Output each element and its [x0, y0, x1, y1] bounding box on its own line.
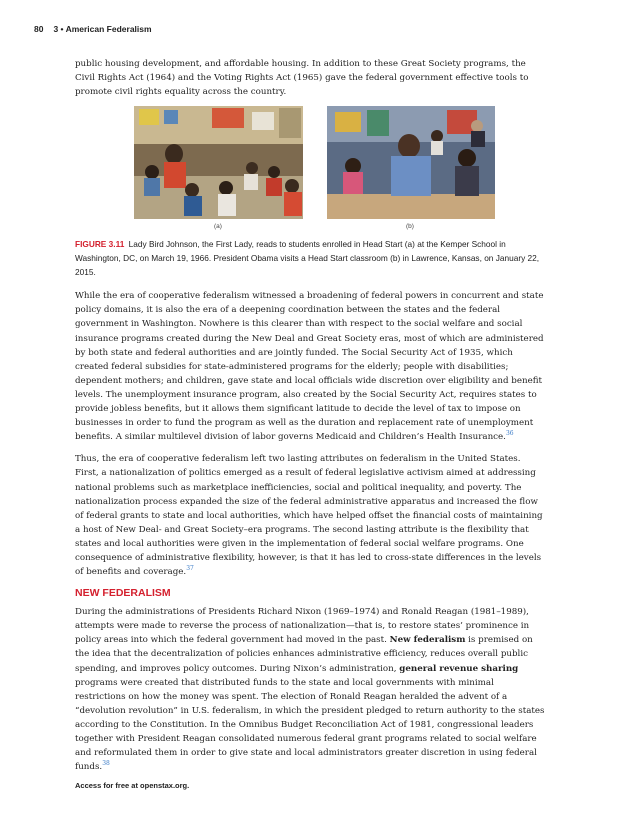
figure-caption-text: Lady Bird Johnson, the First Lady, reads to students enrolled in Head Start (a) at the Kemper School in Washington, DC, on March 19, 1966. President Obama visits a Head Start classroom (b) in Lawrence, Kansas, on January 22, 2015. [75, 239, 540, 278]
key-term-new-federalism: New federalism [389, 635, 466, 646]
paragraph-text: is premised on the idea that the decentralization of policies enhances administrative efficiency, reduces overall public spending, and improves policy outcomes. During Nixon’s administration, [75, 635, 533, 674]
section-heading-new-federalism: NEW FEDERALISM [75, 587, 171, 600]
figure-caption-label: FIGURE 3.11 [75, 239, 125, 250]
paragraph-cooperative-federalism [75, 289, 545, 444]
intro-paragraph: public housing development, and affordable housing. In addition to these Great Society programs, the Civil Rights Act (1964) and the Voting Rights Act (1965) gave the federal government effective tools to promote civil rights equality across the country. [75, 59, 529, 98]
paragraph-text: programs were created that distributed funds to the state and local governments with minimal restrictions on how the money was spent. The election of Ronald Reagan heralded the advent of a “devolution revolution” in U.S. federalism, in which the president pledged to return authority to the states according to the Constitution. In the Omnibus Budget Reconciliation Act of 1981, congressional leaders together with President Reagan consolidated numerous federal grant programs related to social welfare and reformulated them in order to give state and local administrators greater discretion in using federal funds. [75, 677, 545, 773]
figure-3-11 [75, 99, 545, 235]
key-term-general-revenue-sharing: general revenue sharing [399, 663, 519, 674]
chapter-title: 3 • American Federalism [53, 24, 152, 34]
page-content [75, 57, 545, 782]
paragraph-text: Thus, the era of cooperative federalism left two lasting attributes on federalism in the United States. First, a nationalization of politics emerged as a result of federal legislative activism aimed at addressing national problems such as marketplace inefficiencies, social and political inequality, and poverty. The nationalization process expanded the size of the federal administrative apparatus and increased the flow of federal grants to state and local authorities, which have helped offset the financial costs of maintaining a host of New Deal- and Great Society–era programs. The second lasting attribute is the flexibility that states and local authorities were given in the implementation of federal social welfare programs. One consequence of administrative flexibility, however, is that it has led to cross-state differences in the levels of benefits and coverage. [75, 454, 543, 578]
paragraph-new-federalism [75, 605, 545, 774]
paragraph-text: During the administrations of Presidents Richard Nixon (1969–1974) and Ronald Reagan (1981–1989), attempts were made to reverse the process of nationalization—that is, to restore states’ prominence in policy areas into which the federal government had moved in the past. [75, 607, 530, 646]
footnote-ref-37[interactable]: 37 [186, 565, 194, 573]
photo-lady-bird-johnson [134, 106, 303, 219]
paragraph-lasting-attributes [75, 452, 545, 579]
running-header [34, 24, 152, 34]
figure-caption [75, 237, 545, 279]
footnote-ref-38[interactable]: 38 [102, 760, 110, 768]
footnote-ref-36[interactable]: 36 [505, 430, 514, 438]
figure-label-b: (b) [406, 223, 414, 231]
page-footer: Access for free at openstax.org. [75, 781, 190, 790]
page-number: 80 [34, 24, 44, 34]
figure-label-a: (a) [214, 223, 222, 231]
photo-obama-classroom [327, 106, 495, 219]
paragraph-text: While the era of cooperative federalism witnessed a broadening of federal powers in concurrent and state policy domains, it is also the era of a deepening coordination between the states and the federal government in Washington. Nowhere is this clearer than with respect to the social welfare and social insurance programs created during the New Deal and Great Society eras, most of which are administered by both state and federal authorities and are jointly funded. The Social Security Act of 1935, which created federal subsidies for state-administered programs for the elderly; people with disabilities; dependent mothers; and children, gave state and local officials wide discretion over eligibility and benefit levels. The unemployment insurance program, also created by the Social Security Act, requires states to provide jobless benefits, but it allows them significant latitude to decide the level of tax to impose on businesses in order to fund the program as well as the duration and replacement rate of unemployment benefits. A similar multilevel division of labor governs Medicaid and Children’s Health Insurance. [75, 291, 544, 443]
